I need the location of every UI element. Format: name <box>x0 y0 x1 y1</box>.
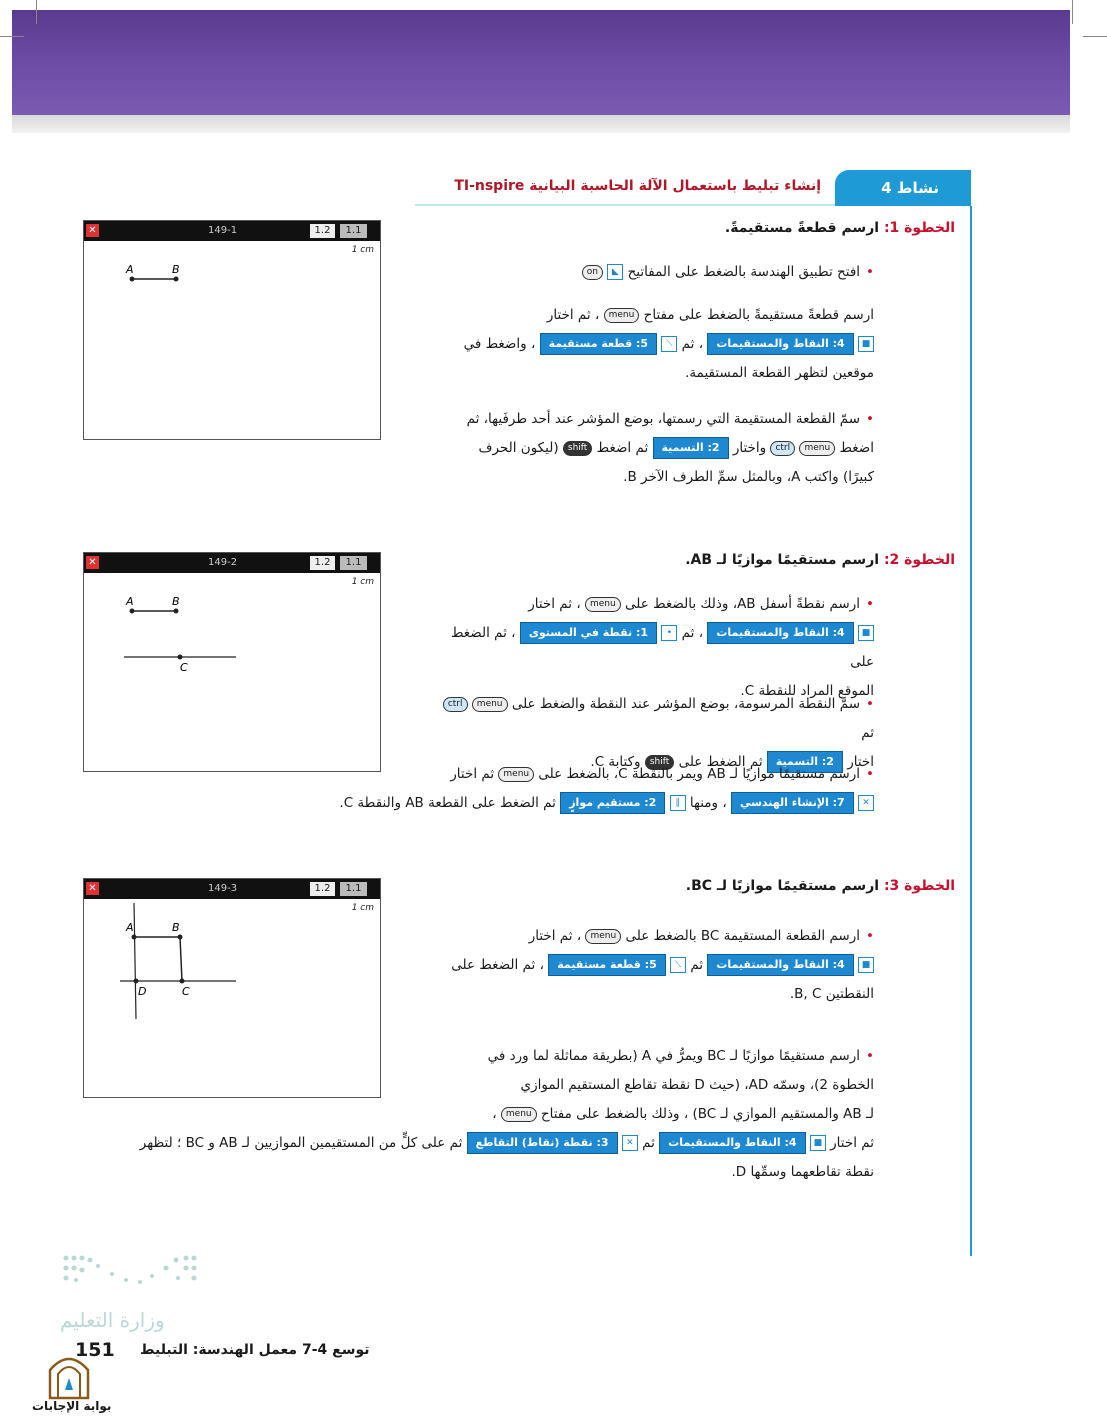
step-1-b2e: موقعين لتظهر القطعة المستقيمة. <box>685 365 874 381</box>
step-1-b3c: واختار <box>732 440 767 456</box>
tab-1-2: 1.2 <box>310 556 335 570</box>
parallel-icon: ∥ <box>670 795 686 811</box>
close-icon: ✕ <box>86 224 99 237</box>
unit-label: 1 cm <box>351 577 374 587</box>
point-icon: • <box>661 625 677 641</box>
close-icon: ✕ <box>86 556 99 569</box>
step-1-heading <box>725 220 955 236</box>
step-3-b2f: ثم على كلٍّ من المستقيمين الموازيين لـ AB و BC ؛ لتظهر <box>139 1135 463 1151</box>
menu-key: menu <box>604 308 640 323</box>
tab-1-1: 1.1 <box>340 882 367 896</box>
label-a: A <box>126 921 134 934</box>
point-a <box>132 935 137 940</box>
menu-label: 2: التسمية <box>653 437 729 459</box>
step-2-bullet-3: •ارسم مستقيمًا موازيًا لـ AB ويمر بالنقطة C، بالضغط على menu ثم اختار ✕ 7: الإنشاء الهندسي ، ومنها ∥ 2: مستقيم موازٍ ثم الضغط على القطعة AB والنقطة C. <box>314 760 874 818</box>
label-a: A <box>126 595 134 608</box>
doc-name: 149-3 <box>208 883 238 894</box>
intersection-icon: ✕ <box>622 1135 638 1151</box>
step-1-b2b: ، ثم اختار <box>546 307 600 323</box>
point-b <box>174 277 179 282</box>
step-3-heading <box>686 878 955 894</box>
step-3-b2a: ارسم مستقيمًا موازيًا لـ BC ويمرُّ في A (بطريقة مماثلة لما ورد في <box>487 1048 861 1064</box>
step-3-b1c: ثم <box>690 957 704 973</box>
menu-key: menu <box>585 597 621 612</box>
step-2-b2e: وكتابة C. <box>590 754 641 770</box>
ministry-logo-dots <box>62 1252 202 1292</box>
step-3-b1a: ارسم القطعة المستقيمة BC بالضغط على <box>625 928 861 944</box>
step-1-b3e: (ليكون الحرف <box>478 440 559 456</box>
menu-points-lines: 4: النقاط والمستقيمات <box>707 954 853 976</box>
label-c: C <box>180 661 188 674</box>
step-2-b1d: ، ثم الضغط على <box>450 625 874 670</box>
step-3-b2b: الخطوة 2)، وسمّه AD، (حيث D نقطة تقاطع المستقيم الموازي <box>520 1077 874 1093</box>
label-c: C <box>182 985 190 998</box>
ctrl-key: ctrl <box>443 697 468 712</box>
step-2-b2c: اختار <box>847 754 874 770</box>
menu-key: menu <box>799 441 835 456</box>
doc-name: 149-1 <box>208 225 238 236</box>
step-3-b1e: النقطتين B, C. <box>789 986 874 1002</box>
step-2-bullet-2: •سمّ النقطة المرسومة، بوضع المؤشر عند النقطة والضغط على menu ctrl ثم اختار 2: التسمية ثم الضغط على shift وكتابة C. <box>434 690 874 777</box>
step-2-b2d: ثم الضغط على <box>678 754 763 770</box>
geometry-canvas-1 <box>84 241 380 439</box>
crop-mark <box>1083 36 1107 37</box>
step-1-b2d: ، واضغط في <box>463 336 536 352</box>
calculator-screen-3 <box>83 878 381 1098</box>
activity-title: إنشاء تبليط باستعمال الآلة الحاسبة البيانية TI-nspire <box>415 170 835 206</box>
menu-intersection: 3: نقطة (نقاط) التقاطع <box>467 1132 618 1154</box>
step-3-b1d: ، ثم الضغط على <box>451 957 544 973</box>
crop-mark <box>1072 0 1073 24</box>
step-2-b2a: سمّ النقطة المرسومة، بوضع المؤشر عند النقطة والضغط على <box>511 696 861 712</box>
on-key: on <box>582 265 603 280</box>
menu-square-icon: ■ <box>810 1135 826 1151</box>
step-3-b2g: نقطة تقاطعهما وسمِّها D. <box>731 1164 874 1180</box>
shift-key: shift <box>645 755 674 770</box>
step-2-b3a: ارسم مستقيمًا موازيًا لـ AB ويمر بالنقطة C، بالضغط على <box>538 766 861 782</box>
ministry-wordmark: وزارة التعليم <box>60 1308 165 1332</box>
menu-segment: 5: قطعة مستقيمة <box>540 333 657 355</box>
construct-icon: ✕ <box>858 795 874 811</box>
step-1-b3a: سمّ القطعة المستقيمة التي رسمتها، بوضع المؤشر عند أحد طرفَيها، ثم <box>466 411 861 427</box>
step-2-bullet-1: •ارسم نقطةً أسفل AB، وذلك بالضغط على menu ، ثم اختار ■ 4: النقاط والمستقيمات ، ثم • 1: نقطة في المستوى ، ثم الضغط على الموقع المراد للنقطة C. <box>434 590 874 706</box>
point-c <box>178 655 183 660</box>
doc-name: 149-2 <box>208 557 238 568</box>
menu-segment: 5: قطعة مستقيمة <box>548 954 665 976</box>
step-3-b1b: ، ثم اختار <box>528 928 582 944</box>
point-b <box>178 935 183 940</box>
segment-bc <box>180 937 182 981</box>
menu-key: menu <box>501 1107 537 1122</box>
screen-toolbar <box>84 879 380 899</box>
label-d: D <box>138 985 147 998</box>
unit-label: 1 cm <box>351 903 374 913</box>
label-b: B <box>172 263 180 276</box>
menu-points-lines: 4: النقاط والمستقيمات <box>707 333 853 355</box>
step-2-b3b: ثم اختار <box>450 766 495 782</box>
banner-stripe <box>12 115 1070 133</box>
step-3-label: الخطوة 3: <box>883 878 955 894</box>
point-c <box>180 979 185 984</box>
segment-icon: ⟋ <box>670 957 686 973</box>
point-b <box>174 609 179 614</box>
menu-square-icon: ■ <box>858 625 874 641</box>
header-banner <box>12 10 1070 115</box>
menu-key: menu <box>498 767 534 782</box>
menu-square-icon: ■ <box>858 336 874 352</box>
label-b: B <box>172 921 180 934</box>
label-b: B <box>172 595 180 608</box>
calculator-screen-2 <box>83 552 381 772</box>
unit-label: 1 cm <box>351 245 374 255</box>
menu-key: menu <box>585 929 621 944</box>
point-a <box>130 609 135 614</box>
screen-toolbar <box>84 553 380 573</box>
step-1-b1-text: افتح تطبيق الهندسة بالضغط على المفاتيح <box>627 264 861 280</box>
step-2-b1b: ، ثم اختار <box>528 596 581 612</box>
step-2-text: ارسم مستقيمًا موازيًا لـ AB. <box>685 552 880 568</box>
calculator-screen-1 <box>83 220 381 440</box>
menu-points-lines: 4: النقاط والمستقيمات <box>659 1132 805 1154</box>
step-2-b1e: الموقع المراد للنقطة C. <box>740 683 874 699</box>
geometry-app-icon: ◣ <box>607 264 623 280</box>
step-2-label: الخطوة 2: <box>883 552 955 568</box>
close-icon: ✕ <box>86 882 99 895</box>
step-3-b2d: ثم اختار <box>830 1135 874 1151</box>
portal-label: بوابة الإجابات <box>32 1399 112 1413</box>
step-1-bullet-1: •افتح تطبيق الهندسة بالضغط على المفاتيح ◣ on <box>582 258 874 287</box>
step-1-label: الخطوة 1: <box>883 220 955 236</box>
menu-points-lines: 4: النقاط والمستقيمات <box>707 622 853 644</box>
step-1-b3d: ثم اضغط <box>596 440 649 456</box>
step-1-b2a: ارسم قطعةً مستقيمةً بالضغط على مفتاح <box>643 307 874 323</box>
step-3-bullet-2: •ارسم مستقيمًا موازيًا لـ BC ويمرُّ في A (بطريقة مماثلة لما ورد في الخطوة 2)، وسمّه AD، (حيث D نقطة تقاطع المستقيم الموازي لـ AB والمستقيم الموازي لـ BC) ، وذلك بالضغط على مفتاح menu ، ثم اختار ■ 4: النقاط والمستقيمات ثم ✕ 3: نقطة (نقاط) التقاطع ثم على كلٍّ من المستقيمين الموازيين لـ AB و BC ؛ لتظهر نقطة تقاطعهما وسمِّها D. <box>94 1042 874 1187</box>
step-2-b3c: ، ومنها <box>689 795 727 811</box>
step-1-b3f: كبيرًا) واكتب A، وبالمثل سمِّ الطرف الآخر B. <box>623 469 874 485</box>
label-a: A <box>126 263 134 276</box>
menu-point-on: 1: نقطة في المستوى <box>520 622 657 644</box>
step-1-text: ارسم قطعةً مستقيمةً. <box>724 220 880 236</box>
point-a <box>130 277 135 282</box>
geometry-canvas-2 <box>84 573 380 771</box>
step-3-b2e: ثم <box>642 1135 655 1151</box>
step-2-b1c: ، ثم <box>681 625 704 641</box>
step-3-b2c: لـ AB والمستقيم الموازي لـ BC) ، وذلك بالضغط على مفتاح <box>540 1106 874 1122</box>
lesson-footer: توسع 4-7 معمل الهندسة: التبليط <box>140 1342 370 1358</box>
crop-mark <box>36 0 37 24</box>
step-2-b3d: ثم الضغط على القطعة AB والنقطة C. <box>339 795 556 811</box>
page-number: 151 <box>75 1339 115 1361</box>
step-2-heading <box>685 552 955 568</box>
segment-icon: ⟋ <box>661 336 677 352</box>
step-1-b2c: ، ثم <box>681 336 704 352</box>
step-1-bullet-2 <box>444 301 874 388</box>
shift-key: shift <box>563 441 592 456</box>
step-3-text: ارسم مستقيمًا موازيًا لـ BC. <box>685 878 880 894</box>
menu-geo-construct: 7: الإنشاء الهندسي <box>731 792 854 814</box>
portal-logo <box>46 1350 92 1400</box>
screen-toolbar <box>84 221 380 241</box>
menu-label: 2: التسمية <box>767 751 843 773</box>
geometry-canvas-3 <box>84 899 380 1097</box>
menu-parallel: 2: مستقيم موازٍ <box>560 792 665 814</box>
side-rule <box>970 206 972 1256</box>
activity-tab: نشاط 4 <box>835 170 971 206</box>
step-3-bullet-1: •ارسم القطعة المستقيمة BC بالضغط على menu ، ثم اختار ■ 4: النقاط والمستقيمات ثم ⟋ 5: قطعة مستقيمة ، ثم الضغط على النقطتين B, C. <box>434 922 874 1009</box>
step-1-bullet-3: •سمّ القطعة المستقيمة التي رسمتها، بوضع المؤشر عند أحد طرفَيها، ثم اضغط menu ctrl واختار 2: التسمية ثم اضغط shift (ليكون الحرف كبيرًا) واكتب A، وبالمثل سمِّ الطرف الآخر B. <box>434 405 874 492</box>
tab-1-1: 1.1 <box>340 224 367 238</box>
menu-key: menu <box>472 697 508 712</box>
step-1-b3b: اضغط <box>839 440 874 456</box>
menu-square-icon: ■ <box>858 957 874 973</box>
line-ad <box>134 903 136 1019</box>
step-2-b1a: ارسم نقطةً أسفل AB، وذلك بالضغط على <box>625 596 861 612</box>
ctrl-key: ctrl <box>770 441 795 456</box>
tab-1-2: 1.2 <box>310 224 335 238</box>
step-2-b2b: ثم <box>861 725 874 741</box>
tab-1-1: 1.1 <box>340 556 367 570</box>
crop-mark <box>0 36 24 37</box>
tab-1-2: 1.2 <box>310 882 335 896</box>
point-d <box>134 979 139 984</box>
